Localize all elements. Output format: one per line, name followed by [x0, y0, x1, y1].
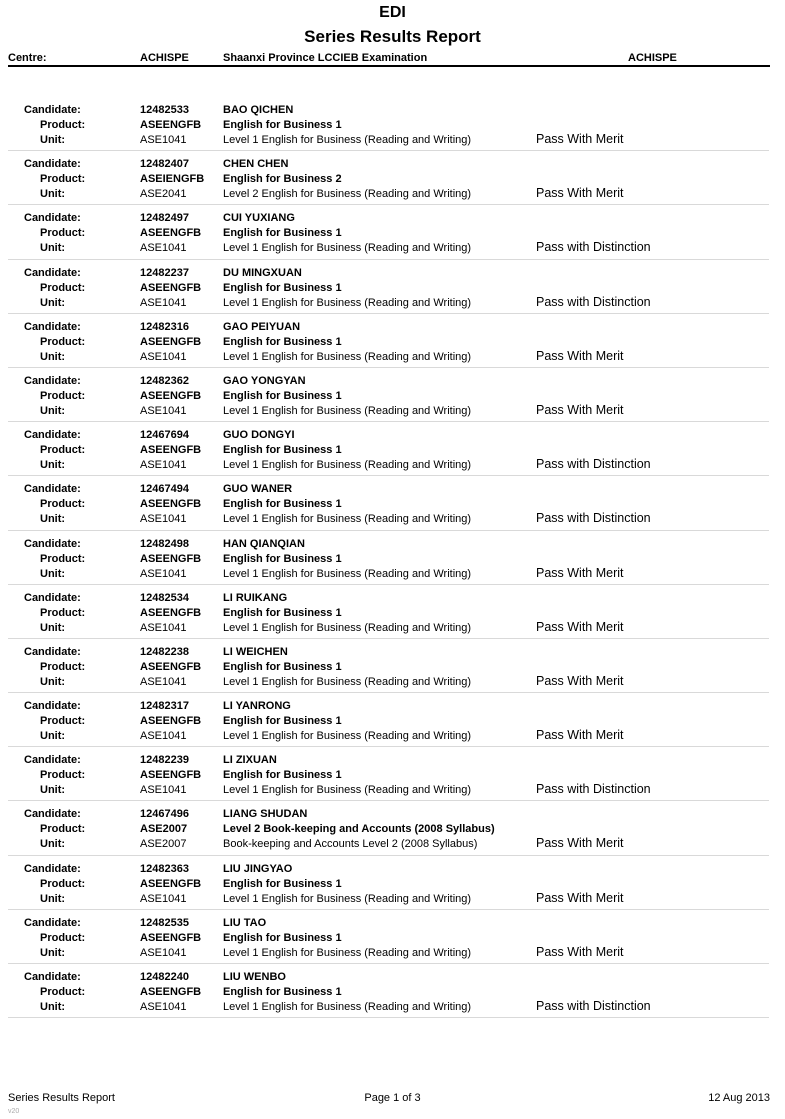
footer-page-number: Page 1 of 3 [364, 1092, 421, 1104]
unit-name: Level 1 English for Business (Reading and Writing) [223, 675, 472, 688]
result-record [0, 371, 785, 425]
candidate-name: BAO QICHEN [223, 104, 294, 116]
result-record [0, 859, 785, 913]
product-label: Product: [40, 931, 86, 944]
result-record [0, 696, 785, 750]
product-code: ASEENGFB [140, 119, 202, 131]
unit-name: Level 1 English for Business (Reading and Writing) [223, 621, 472, 634]
unit-label: Unit: [40, 675, 66, 688]
candidate-label: Candidate: [24, 916, 81, 929]
candidate-name: DU MINGXUAN [223, 266, 302, 279]
product-name: English for Business 1 [223, 498, 342, 511]
product-label: Product: [40, 715, 86, 728]
org-title: EDI [379, 4, 406, 21]
candidate-name: GUO DONGYI [223, 429, 295, 442]
candidate-name: LIU JINGYAO [223, 862, 293, 875]
result: Pass With Merit [536, 944, 624, 959]
candidate-label: Candidate: [24, 374, 81, 387]
unit-code: ASE2041 [140, 188, 187, 201]
unit-code: ASE1041 [140, 675, 187, 688]
unit-label: Unit: [40, 1001, 66, 1013]
unit-label: Unit: [40, 513, 66, 526]
product-code: ASEENGFB [140, 660, 202, 673]
candidate-label: Candidate: [24, 104, 81, 116]
unit-label: Unit: [40, 892, 66, 905]
unit-code: ASE1041 [140, 784, 187, 797]
candidate-label: Candidate: [24, 537, 81, 550]
unit-code: ASE1041 [140, 296, 187, 309]
unit-name: Level 1 English for Business (Reading and Writing) [223, 1001, 472, 1013]
candidate-label: Candidate: [24, 266, 81, 279]
result: Pass With Merit [536, 132, 624, 146]
result: Pass With Merit [536, 402, 624, 417]
product-label: Product: [40, 606, 86, 619]
candidate-id: 12482316 [140, 320, 189, 333]
centre-code-right: ACHISPE [628, 52, 677, 64]
product-label: Product: [40, 823, 86, 836]
result-record [0, 534, 785, 588]
unit-code: ASE1041 [140, 513, 187, 526]
result-record [0, 100, 785, 154]
product-label: Product: [40, 173, 86, 186]
candidate-id: 12482498 [140, 537, 189, 550]
result-record [0, 588, 785, 642]
product-label: Product: [40, 660, 86, 673]
result-record [0, 642, 785, 696]
unit-label: Unit: [40, 838, 66, 851]
candidate-label: Candidate: [24, 808, 81, 821]
unit-label: Unit: [40, 621, 66, 634]
candidate-name: GAO YONGYAN [223, 374, 306, 387]
candidate-name: GAO PEIYUAN [223, 320, 301, 333]
result-record [0, 317, 785, 371]
product-code: ASEENGFB [140, 715, 202, 728]
result-record [0, 913, 785, 967]
product-name: English for Business 1 [223, 660, 342, 673]
centre-code: ACHISPE [140, 52, 189, 64]
unit-label: Unit: [40, 242, 66, 255]
product-name: English for Business 2 [223, 173, 342, 186]
candidate-id: 12482239 [140, 754, 189, 767]
product-name: English for Business 1 [223, 931, 342, 944]
product-name: English for Business 1 [223, 444, 342, 457]
results-list [0, 100, 785, 1021]
candidate-label: Candidate: [24, 700, 81, 713]
product-code: ASEENGFB [140, 986, 202, 998]
candidate-id: 12482362 [140, 374, 189, 387]
product-label: Product: [40, 444, 86, 457]
unit-name: Level 2 English for Business (Reading and Writing) [223, 188, 472, 201]
candidate-id: 12482535 [140, 916, 189, 929]
unit-label: Unit: [40, 404, 66, 417]
candidate-id: 12482237 [140, 266, 189, 279]
result-record [0, 208, 785, 262]
unit-code: ASE1041 [140, 404, 187, 417]
result: Pass with Distinction [536, 457, 651, 472]
unit-name: Level 1 English for Business (Reading and Writing) [223, 404, 472, 417]
product-code: ASEENGFB [140, 389, 202, 402]
unit-name: Level 1 English for Business (Reading and Writing) [223, 459, 472, 472]
unit-name: Level 1 English for Business (Reading and Writing) [223, 567, 472, 580]
result: Pass With Merit [536, 890, 624, 905]
product-label: Product: [40, 552, 86, 565]
candidate-id: 12467694 [140, 429, 189, 442]
header-divider [8, 65, 770, 67]
result: Pass With Merit [536, 565, 624, 580]
unit-code: ASE1041 [140, 621, 187, 634]
product-name: English for Business 1 [223, 769, 342, 782]
unit-code: ASE1041 [140, 730, 187, 743]
product-code: ASEENGFB [140, 281, 202, 294]
candidate-id: 12467496 [140, 808, 189, 821]
candidate-name: LIU TAO [223, 916, 267, 929]
result: Pass with Distinction [536, 294, 651, 309]
product-code: ASEENGFB [140, 877, 202, 890]
unit-name: Book-keeping and Accounts Level 2 (2008 Syllabus) [223, 838, 478, 851]
result-record [0, 154, 785, 208]
candidate-name: CHEN CHEN [223, 158, 289, 171]
candidate-id: 12482407 [140, 158, 189, 171]
footer-date: 12 Aug 2013 [708, 1092, 770, 1104]
candidate-id: 12482497 [140, 212, 189, 225]
unit-name: Level 1 English for Business (Reading and Writing) [223, 134, 472, 146]
product-name: English for Business 1 [223, 986, 342, 998]
result-record [0, 967, 785, 1021]
unit-label: Unit: [40, 134, 66, 146]
unit-name: Level 1 English for Business (Reading and Writing) [223, 784, 472, 797]
product-label: Product: [40, 986, 86, 998]
candidate-id: 12482533 [140, 104, 189, 116]
candidate-name: LI RUIKANG [223, 591, 288, 604]
candidate-name: GUO WANER [223, 483, 293, 496]
candidate-id: 12467494 [140, 483, 189, 496]
unit-name: Level 1 English for Business (Reading and Writing) [223, 946, 472, 959]
unit-code: ASE1041 [140, 1001, 187, 1013]
unit-label: Unit: [40, 784, 66, 797]
result: Pass with Distinction [536, 511, 651, 526]
result: Pass With Merit [536, 836, 624, 851]
unit-label: Unit: [40, 459, 66, 472]
result: Pass with Distinction [536, 999, 651, 1013]
result: Pass With Merit [536, 728, 624, 743]
unit-code: ASE1041 [140, 567, 187, 580]
product-code: ASE2007 [140, 823, 188, 836]
unit-code: ASE1041 [140, 134, 187, 146]
product-code: ASEIENGFB [140, 173, 205, 186]
product-code: ASEENGFB [140, 606, 202, 619]
result: Pass with Distinction [536, 240, 651, 255]
product-code: ASEENGFB [140, 931, 202, 944]
candidate-label: Candidate: [24, 212, 81, 225]
unit-label: Unit: [40, 567, 66, 580]
candidate-name: LI ZIXUAN [223, 754, 277, 767]
candidate-id: 12482238 [140, 645, 189, 658]
unit-code: ASE1041 [140, 459, 187, 472]
candidate-name: HAN QIANQIAN [223, 537, 305, 550]
product-code: ASEENGFB [140, 769, 202, 782]
product-label: Product: [40, 498, 86, 511]
unit-name: Level 1 English for Business (Reading and Writing) [223, 892, 472, 905]
unit-code: ASE1041 [140, 350, 187, 363]
result: Pass with Distinction [536, 782, 651, 797]
candidate-id: 12482240 [140, 971, 189, 983]
product-label: Product: [40, 389, 86, 402]
candidate-label: Candidate: [24, 483, 81, 496]
candidate-name: LIANG SHUDAN [223, 808, 308, 821]
product-label: Product: [40, 877, 86, 890]
unit-code: ASE1041 [140, 892, 187, 905]
product-code: ASEENGFB [140, 498, 202, 511]
product-name: English for Business 1 [223, 389, 342, 402]
unit-label: Unit: [40, 296, 66, 309]
candidate-name: LI YANRONG [223, 700, 291, 713]
product-name: English for Business 1 [223, 877, 342, 890]
candidate-label: Candidate: [24, 429, 81, 442]
candidate-label: Candidate: [24, 754, 81, 767]
product-label: Product: [40, 335, 86, 348]
product-name: English for Business 1 [223, 227, 342, 240]
report-title: Series Results Report [304, 27, 481, 46]
result: Pass With Merit [536, 348, 624, 363]
candidate-label: Candidate: [24, 971, 81, 983]
unit-label: Unit: [40, 350, 66, 363]
candidate-label: Candidate: [24, 158, 81, 171]
unit-label: Unit: [40, 188, 66, 201]
candidate-label: Candidate: [24, 320, 81, 333]
unit-name: Level 1 English for Business (Reading and Writing) [223, 242, 472, 255]
candidate-id: 12482317 [140, 700, 189, 713]
unit-code: ASE2007 [140, 838, 187, 851]
unit-name: Level 1 English for Business (Reading and Writing) [223, 350, 472, 363]
product-name: Level 2 Book-keeping and Accounts (2008 Syllabus) [223, 823, 495, 836]
product-name: English for Business 1 [223, 606, 342, 619]
candidate-label: Candidate: [24, 645, 81, 658]
unit-name: Level 1 English for Business (Reading and Writing) [223, 296, 472, 309]
examination-name: Shaanxi Province LCCIEB Examination [223, 52, 428, 64]
product-label: Product: [40, 769, 86, 782]
unit-code: ASE1041 [140, 946, 187, 959]
product-code: ASEENGFB [140, 552, 202, 565]
product-name: English for Business 1 [223, 281, 342, 294]
unit-code: ASE1041 [140, 242, 187, 255]
result-record [0, 479, 785, 533]
product-label: Product: [40, 281, 86, 294]
result: Pass With Merit [536, 673, 624, 688]
result: Pass With Merit [536, 186, 624, 201]
unit-label: Unit: [40, 946, 66, 959]
candidate-id: 12482363 [140, 862, 189, 875]
candidate-name: CUI YUXIANG [223, 212, 295, 225]
result-record [0, 804, 785, 858]
result-record [0, 750, 785, 804]
unit-label: Unit: [40, 730, 66, 743]
version-mark: v20 [8, 1108, 20, 1115]
centre-label: Centre: [8, 52, 47, 64]
product-code: ASEENGFB [140, 227, 202, 240]
result-record [0, 263, 785, 317]
candidate-name: LI WEICHEN [223, 645, 288, 658]
candidate-id: 12482534 [140, 591, 189, 604]
product-label: Product: [40, 119, 86, 131]
candidate-label: Candidate: [24, 862, 81, 875]
result-record [0, 425, 785, 479]
product-name: English for Business 1 [223, 715, 342, 728]
product-label: Product: [40, 227, 86, 240]
product-name: English for Business 1 [223, 335, 342, 348]
footer-report-name: Series Results Report [8, 1092, 115, 1104]
result: Pass With Merit [536, 619, 624, 634]
unit-name: Level 1 English for Business (Reading and Writing) [223, 513, 472, 526]
product-name: English for Business 1 [223, 552, 342, 565]
unit-name: Level 1 English for Business (Reading and Writing) [223, 730, 472, 743]
product-code: ASEENGFB [140, 444, 202, 457]
product-code: ASEENGFB [140, 335, 202, 348]
product-name: English for Business 1 [223, 119, 342, 131]
candidate-label: Candidate: [24, 591, 81, 604]
candidate-name: LIU WENBO [223, 971, 286, 983]
